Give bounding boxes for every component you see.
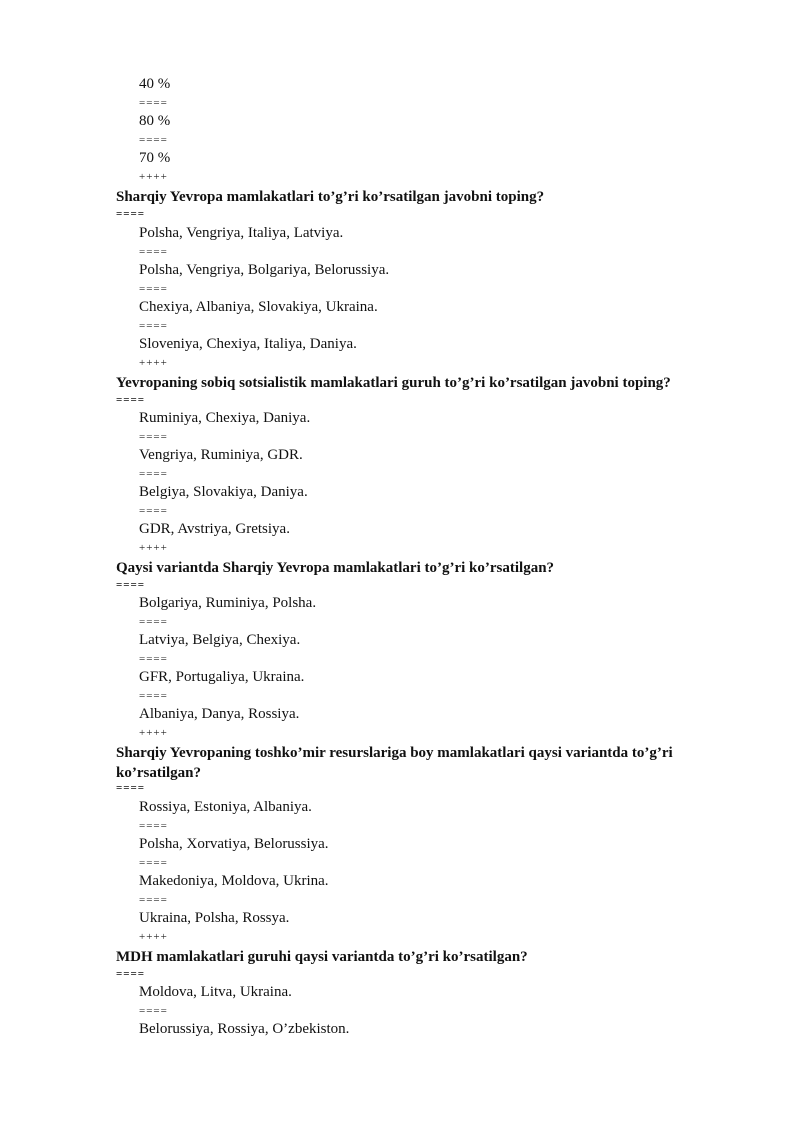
question-separator: ==== — [116, 208, 146, 220]
answer-option: 40 % — [139, 76, 171, 92]
answer-option: GFR, Portugaliya, Ukraina. — [139, 669, 305, 685]
answer-option: Sloveniya, Chexiya, Italiya, Daniya. — [139, 336, 357, 352]
answer-option: Polsha, Vengriya, Bolgariya, Belorussiya. — [139, 262, 390, 278]
option-separator: ==== — [139, 894, 168, 906]
option-separator: ==== — [139, 431, 168, 443]
answer-option: Bolgariya, Ruminiya, Polsha. — [139, 595, 317, 611]
answer-option: Belorussiya, Rossiya, O’zbekiston. — [139, 1021, 350, 1037]
option-separator: ==== — [139, 320, 168, 332]
answer-option: Moldova, Litva, Ukraina. — [139, 984, 292, 1000]
question-text: Sharqiy Yevropa mamlakatlari to’g’ri ko’rsatilgan javobni toping? — [116, 189, 545, 205]
option-separator: ==== — [139, 857, 168, 869]
question-end-marker: ++++ — [139, 931, 168, 943]
answer-option: Belgiya, Slovakiya, Daniya. — [139, 484, 308, 500]
question-separator: ==== — [116, 394, 146, 406]
question-text: Yevropaning sobiq sotsialistik mamlakatlari guruh to’g’ri ko’rsatilgan javobni toping? — [116, 375, 671, 391]
question-text: MDH mamlakatlari guruhi qaysi variantda to’g’ri ko’rsatilgan? — [116, 949, 528, 965]
answer-option: Makedoniya, Moldova, Ukrina. — [139, 873, 329, 889]
answer-option: Albaniya, Danya, Rossiya. — [139, 706, 300, 722]
option-separator: ==== — [139, 97, 168, 109]
option-separator: ==== — [139, 246, 168, 258]
option-separator: ==== — [139, 820, 168, 832]
option-separator: ==== — [139, 1005, 168, 1017]
answer-option: 80 % — [139, 113, 171, 129]
option-separator: ==== — [139, 468, 168, 480]
question-end-marker: ++++ — [139, 357, 168, 369]
question-separator: ==== — [116, 579, 146, 591]
answer-option: Polsha, Xorvatiya, Belorussiya. — [139, 836, 329, 852]
question-end-marker: ++++ — [139, 542, 168, 554]
option-separator: ==== — [139, 283, 168, 295]
answer-option: GDR, Avstriya, Gretsiya. — [139, 521, 290, 537]
option-separator: ==== — [139, 690, 168, 702]
option-separator: ==== — [139, 616, 168, 628]
answer-option: Polsha, Vengriya, Italiya, Latviya. — [139, 225, 344, 241]
question-end-marker: ++++ — [139, 727, 168, 739]
question-text: Qaysi variantda Sharqiy Yevropa mamlakatlari to’g’ri ko’rsatilgan? — [116, 560, 555, 576]
question-end-marker: ++++ — [139, 171, 168, 183]
answer-option: Vengriya, Ruminiya, GDR. — [139, 447, 303, 463]
question-separator: ==== — [116, 782, 146, 794]
answer-option: Ukraina, Polsha, Rossya. — [139, 910, 290, 926]
answer-option: Chexiya, Albaniya, Slovakiya, Ukraina. — [139, 299, 378, 315]
question-separator: ==== — [116, 968, 146, 980]
answer-option: 70 % — [139, 150, 171, 166]
question-text: Sharqiy Yevropaning toshko’mir resurslariga boy mamlakatlari qaysi variantda to’g’ri ko’rsatilgan? — [116, 745, 673, 781]
answer-option: Latviya, Belgiya, Chexiya. — [139, 632, 301, 648]
option-separator: ==== — [139, 653, 168, 665]
answer-option: Ruminiya, Chexiya, Daniya. — [139, 410, 311, 426]
option-separator: ==== — [139, 134, 168, 146]
answer-option: Rossiya, Estoniya, Albaniya. — [139, 799, 312, 815]
option-separator: ==== — [139, 505, 168, 517]
